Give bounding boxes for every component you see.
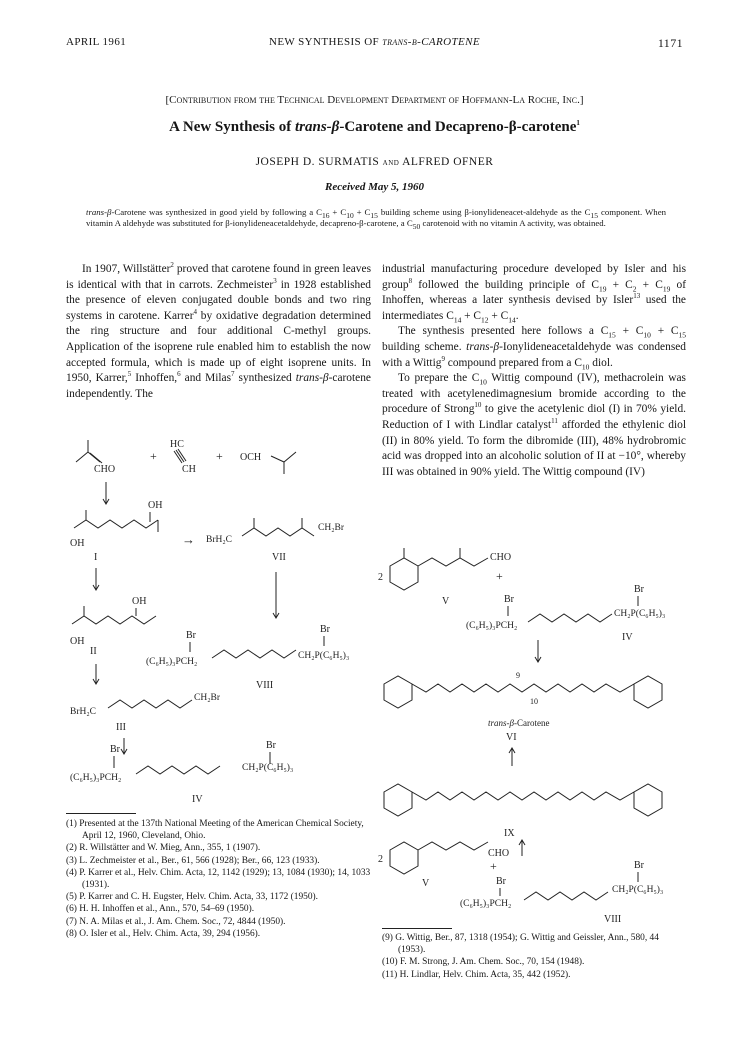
compound-label-VIII: VIII [256,680,274,691]
footnote: (4) P. Karrer et al., Helv. Chim. Acta, 12, 1142 (1929); 13, 1084 (1930); 14, 1033 (1931). [66,867,371,891]
ch2br-label: CH₂Br [194,693,221,703]
oh-label: OH [70,636,85,647]
footnote: (6) H. H. Inhoffen et al., Ann., 570, 54–69 (1950). [66,904,255,915]
ch2pph3-label: CH₂P(C₆H₅)₃ [298,651,350,661]
cho-label: CHO [94,464,116,475]
footnote: (10) F. M. Strong, J. Am. Chem. Soc., 70, 154 (1948). [382,957,585,968]
ch2br-label: CH₂Br [318,523,345,533]
synthesis-scheme-left [66,432,376,808]
ch2pph3-label: CH₂P(C₆H₅)₃ [614,609,666,619]
header-title: NEW SYNTHESIS OF trans-β-CAROTENE [268,36,481,48]
ph3pch2-label: (C₆H₅)₃PCH₂ [70,773,122,783]
compound-label-IV: IV [192,794,203,805]
compound-label-II: II [90,646,97,657]
och-label: OCH [240,452,262,463]
br-label: Br [496,876,506,887]
oh-label: OH [70,538,85,549]
contribution-line: [Contribution from the Technical Development Department of Hoffmann-La Roche, Inc.] [165,94,584,106]
compound-label-IX: IX [504,828,515,839]
ch2pph3-label: CH₂P(C₆H₅)₃ [612,885,664,895]
header-date: APRIL 1961 [66,36,127,48]
brh2c-label: BrH₂C [70,707,97,717]
compound-label-V: V [422,878,430,889]
compound-label-I: I [94,552,98,563]
footnote-rule [382,928,452,929]
footnote: (1) Presented at the 137th National Meeting of the American Chemical Society, April 12, 1960, Cleveland, Ohio. [66,819,364,842]
running-header [66,36,683,52]
body-column-left [66,262,371,402]
ph3pch2-label: (C₆H₅)₃PCH₂ [466,621,518,631]
body-column-right [382,262,686,480]
paper-title: A New Synthesis of trans-β-Carotene and Decapreno-β-carotene$^1$ [169,119,580,135]
compound-label-VI: VI [506,732,517,743]
ph3pch2-label: (C₆H₅)₃PCH₂ [146,657,198,667]
plus-sign: + [150,449,157,463]
footnotes-right [382,932,686,981]
abstract: trans-β-Carotene was synthesized in good yield by following a $C_{16} + C_{10} + C_{15}$ building scheme using β-ionylideneacet-aldehyde as the $C_{15}$ component. When vitamin A aldehyde was substituted for β-ionylideneacetaldehyde, decapreno-β-carotene, a $C_{50}$ carotenoid with no vitamin A activity, was obtained. [86,207,667,232]
ch2pph3-label: CH₂P(C₆H₅)₃ [242,763,294,773]
methacrolein-structure [76,440,102,463]
trans-beta-carotene-caption: trans-β-Carotene [488,718,550,728]
arrow: → [182,532,195,547]
received-date: Received May 5, 1960 [325,181,424,193]
stoichiometry-2: 2 [378,854,383,865]
br-label: Br [504,594,514,605]
compound-label-IV: IV [622,632,633,643]
paragraph: The synthesis presented here follows a $C_{15} + C_{10} + C_{15}$ building scheme. trans-β-Ionylideneacetaldehyde was condensed with a Wittig$^9$ compound prepared from a $C_{10}$ diol. [382,325,687,371]
br-label: Br [110,744,120,755]
footnote: (9) G. Wittig, Ber., 87, 1318 (1954); G. Wittig and Geissler, Ann., 580, 44 (1953). [382,933,659,956]
oh-label: OH [148,500,163,511]
compound-label-VIII: VIII [604,914,622,924]
ph3pch2-label: (C₆H₅)₃PCH₂ [460,899,512,909]
br-label: Br [634,584,644,595]
locant-9: 9 [516,671,520,680]
locant-10: 10 [530,697,538,706]
br-label: Br [186,630,196,641]
authors: JOSEPH D. SURMATIS and ALFRED OFNER [255,156,494,168]
footnote: (2) R. Willstätter and W. Mieg, Ann., 355, 1 (1907). [66,843,261,854]
ch-label: CH [182,464,196,475]
footnote: (11) H. Lindlar, Helv. Chim. Acta, 35, 442 (1952). [382,969,571,980]
plus-sign: + [216,449,223,463]
footnote-rule [66,813,136,814]
hc-label: HC [170,439,184,450]
synthesis-scheme-right [376,544,686,924]
cho-label: CHO [488,848,510,859]
compound-label-III: III [116,722,126,733]
br-label: Br [634,860,644,871]
footnote: (8) O. Isler et al., Helv. Chim. Acta, 39, 294 (1956). [66,928,261,939]
cho-label: CHO [490,552,512,563]
plus-sign: + [496,569,503,583]
oh-label: OH [132,596,147,607]
br-label: Br [320,624,330,635]
compound-label-V: V [442,596,450,607]
brh2c-label: BrH₂C [206,535,233,545]
page-number: 1171 [657,36,683,50]
footnote: (7) N. A. Milas et al., J. Am. Chem. Soc., 72, 4844 (1950). [66,916,286,927]
compound-label-VII: VII [272,552,286,563]
plus-sign: + [490,859,497,873]
paragraph: To prepare the $C_{10}$ Wittig compound (IV), methacrolein was treated with acetylenedimagnesium bromide according to the procedure of Strong$^{10}$ to give the acetylenic diol (I) in 70% yield. Reduction of I with Lindlar catalyst$^{11}$ afforded the ethylenic diol (II) in 80% yield. To form the dibromide (III), 48% hydrobromic acid was dropped into an alcoholic solution of II at −10°, whereby III was obtained in 90% yield. The Wittig compound (IV) [382,372,686,478]
paragraph: In 1907, Willstätter$^2$ proved that carotene found in green leaves is identical with that in carrots. Zechmeister$^3$ in 1928 established the presence of eleven conjugated double bonds and two ring systems in carotene. Karrer$^4$ by oxidative degradation determined the ring structure and four additional C-methyl groups. Application of the isoprene rule enabled him to establish the now accepted formula, which is made up of eight isoprene units. In 1950, Karrer,$^5$ Inhoffen,$^6$ and Milas$^7$ synthesized trans-β-carotene independently. The [66,261,372,400]
footnote: (5) P. Karrer and C. H. Eugster, Helv. Chim. Acta, 33, 1172 (1950). [66,892,319,903]
footnote: (3) L. Zechmeister et al., Ber., 61, 566 (1928); Ber., 66, 123 (1933). [66,855,320,866]
br-label: Br [266,740,276,751]
footnotes-left [66,818,371,940]
paragraph: industrial manufacturing procedure developed by Isler and his group$^8$ followed the building principle of $C_{19} + C_2 + C_{19}$ of Inhoffen, whereas a later synthesis devised by Isler$^{13}$ used the intermediates $C_{14} + C_{12} + C_{14}$. [382,263,686,325]
stoichiometry-2: 2 [378,572,383,583]
